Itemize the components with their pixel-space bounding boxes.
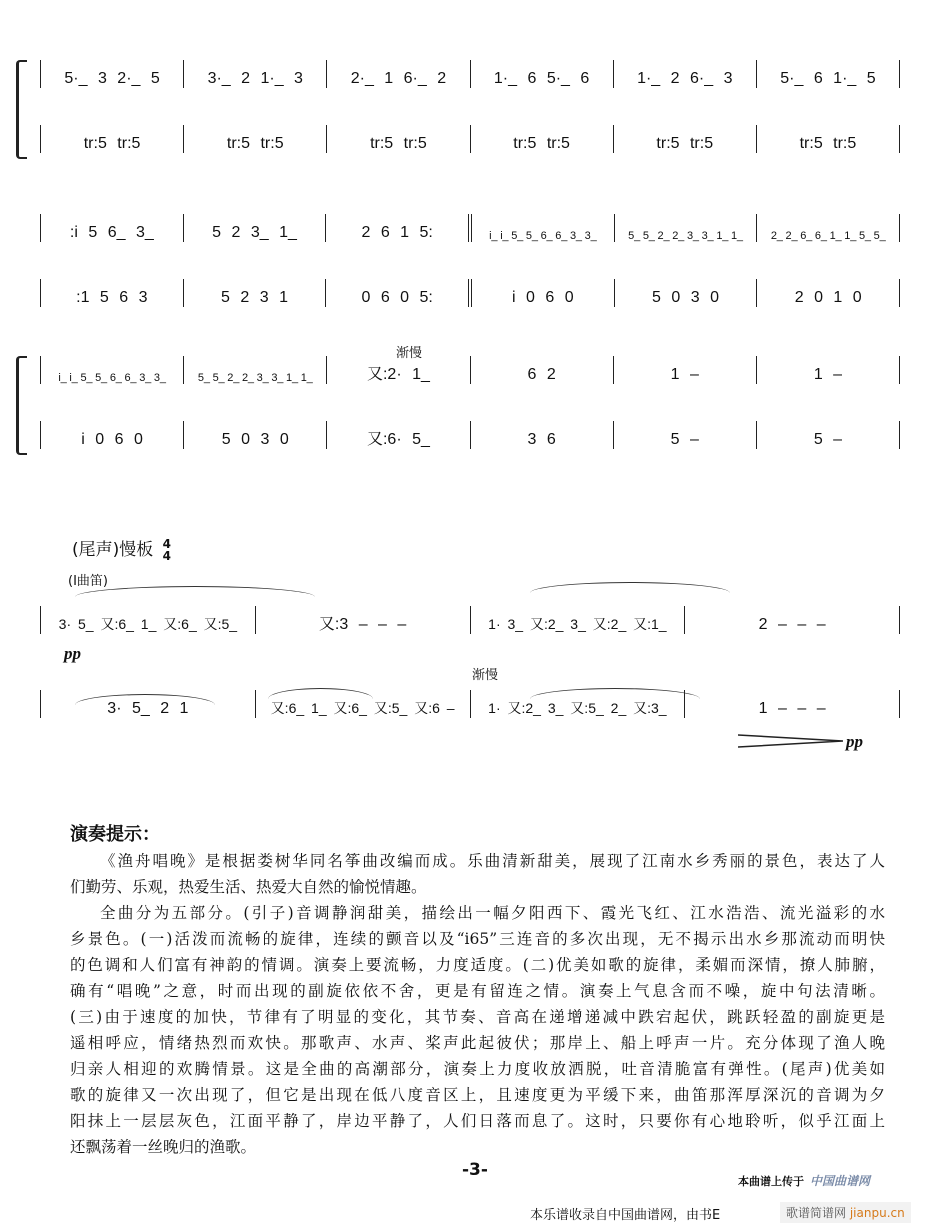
measure: tr:5 tr:5 xyxy=(40,125,184,153)
measure: tr:5 tr:5 xyxy=(184,125,327,153)
measure: 5 – xyxy=(614,421,757,449)
notes-line: 乡景色。(一)活泼而流畅的旋律，连续的颤音以及“i65”三连音的多次出现，无不揭示出水乡那流动而明快 xyxy=(70,930,885,948)
coda-tempo-label: (尾声)慢板 xyxy=(72,540,154,560)
measure: 5 0 3 0 xyxy=(184,421,327,449)
watermark-url[interactable]: jianpu.cn xyxy=(849,1206,905,1220)
system-bracket xyxy=(16,60,27,159)
measure: i_ i_ 5_ 5_ 6_ 6_ 3_ 3_ xyxy=(40,356,184,384)
staff-row xyxy=(40,421,900,449)
coda-title xyxy=(72,535,171,562)
measure: 3· 5_ 2 1 xyxy=(40,690,256,718)
measure: tr:5 tr:5 xyxy=(614,125,757,153)
dynamic-pianissimo: pp xyxy=(64,644,81,663)
system-bracket xyxy=(16,356,27,455)
measure: 又:6_ 1_ 又:6_ 又:5_ 又:6 – xyxy=(256,690,471,718)
measure: 1· 3_ 又:2_ 3_ 又:2_ 又:1_ xyxy=(471,606,686,634)
time-signature xyxy=(163,538,171,562)
staff-row xyxy=(40,214,900,242)
measure: 5·_ 3 2·_ 5 xyxy=(40,60,184,88)
notes-line: 确有“唱晚”之意，时而出现的副旋依依不舍，更是有留连之情。演奏上气息含而不噪，旋中句法清晰。 xyxy=(70,982,885,1000)
staff-row xyxy=(40,60,900,88)
notes-line: 阳抹上一层层灰色，江面平静了，岸边平静了，人们日落而息了。这时，只要你有心地聆听，似乎江面上 xyxy=(70,1112,885,1130)
notes-line: 歌的旋律又一次出现了，但它是出现在低八度音区上，且速度更为平缓下来，曲笛那浑厚深沉的音调为夕 xyxy=(70,1086,885,1104)
measure: 2 6 1 5: xyxy=(326,214,472,242)
measure: i_ i_ 5_ 5_ 6_ 6_ 3_ 3_ xyxy=(472,214,615,242)
notes-line: 《渔舟唱晚》是根据娄树华同名筝曲改编而成。乐曲清新甜美，展现了江南水乡秀丽的景色，表达了人 xyxy=(100,852,885,870)
measure: :i 5 6_ 3_ xyxy=(40,214,184,242)
staff-row xyxy=(40,606,900,634)
measure: 5·_ 6 1·_ 5 xyxy=(757,60,900,88)
notes-body xyxy=(70,848,885,1160)
measure: 2 – – – xyxy=(685,606,900,634)
measure: 又:2· 1_ xyxy=(327,356,470,384)
watermark-text: 歌谱简谱网 xyxy=(786,1206,847,1220)
measure: 3·_ 2 1·_ 3 xyxy=(184,60,327,88)
measure: 3 6 xyxy=(471,421,614,449)
measure: 1 – xyxy=(614,356,757,384)
notes-line: 的色调和人们富有神韵的情调。演奏上要流畅，力度适度。(二)优美如歌的旋律，柔媚而深情，撩人肺腑， xyxy=(70,956,885,974)
measure: 1·_ 6 5·_ 6 xyxy=(471,60,614,88)
upload-label: 本曲谱上传于 xyxy=(738,1175,804,1188)
measure: 5_ 5_ 2_ 2_ 3_ 3_ 1_ 1_ xyxy=(615,214,758,242)
upload-credit xyxy=(738,1172,870,1189)
measure: 6 2 xyxy=(471,356,614,384)
measure: 3· 5_ 又:6_ 1_ 又:6_ 又:5_ xyxy=(40,606,256,634)
dynamic-pianissimo: pp xyxy=(846,732,863,751)
notes-line: 遥相呼应，情绪热烈而欢快。那歌声、水声、桨声此起彼伏；那岸上、船上呼声一片。充分体现了渔人晚 xyxy=(70,1034,885,1052)
notes-heading: 演奏提示： xyxy=(70,824,160,845)
measure: 5_ 5_ 2_ 2_ 3_ 3_ 1_ 1_ xyxy=(184,356,327,384)
measure: 1·_ 2 6·_ 3 xyxy=(614,60,757,88)
staff-row xyxy=(40,279,900,307)
measure: 1 – xyxy=(757,356,900,384)
measure: 5 – xyxy=(757,421,900,449)
measure: 又:3 – – – xyxy=(256,606,471,634)
slur xyxy=(530,582,730,593)
measure: 2·_ 1 6·_ 2 xyxy=(327,60,470,88)
measure: 5 2 3 1 xyxy=(184,279,327,307)
notes-line: 全曲分为五部分。(引子)音调静润甜美，描绘出一幅夕阳西下、霞光飞红、江水浩浩、流光溢彩的水 xyxy=(100,904,885,922)
measure: 又:6· 5_ xyxy=(327,421,470,449)
source-note: 本乐谱收录自中国曲谱网，由书E xyxy=(530,1208,721,1223)
notes-line: 归亲人相迎的欢腾情景。这是全曲的高潮部分，演奏上力度收放洒脱，吐音清脆富有弹性。(尾声)优美如 xyxy=(70,1060,885,1078)
ritardando-marking: 渐慢 xyxy=(472,668,499,683)
measure: tr:5 tr:5 xyxy=(757,125,900,153)
notes-line: 还飘荡着一丝晚归的渔歌。 xyxy=(70,1138,257,1156)
watermark xyxy=(780,1202,911,1223)
site-logo: 中国曲谱网 xyxy=(810,1174,871,1188)
measure: 1 – – – xyxy=(685,690,900,718)
decrescendo-hairpin xyxy=(738,734,843,748)
performance-notes xyxy=(70,820,885,1160)
measure: 1· 又:2_ 3_ 又:5_ 2_ 又:3_ xyxy=(471,690,686,718)
measure: 2 0 1 0 xyxy=(757,279,900,307)
measure: :1 5 6 3 xyxy=(40,279,184,307)
measure: tr:5 tr:5 xyxy=(327,125,470,153)
instrument-label: (I曲笛) xyxy=(68,574,108,589)
measure: 5 2 3_ 1_ xyxy=(184,214,327,242)
time-sig-top: 4 xyxy=(162,537,172,551)
measure: 0 6 0 5: xyxy=(326,279,472,307)
measure: tr:5 tr:5 xyxy=(471,125,614,153)
staff-row xyxy=(40,125,900,153)
notes-line: 们勤劳、乐观，热爱生活、热爱大自然的愉悦情趣。 xyxy=(70,878,427,896)
measure: i 0 6 0 xyxy=(40,421,184,449)
measure: 2_ 2_ 6_ 6_ 1_ 1_ 5_ 5_ xyxy=(757,214,900,242)
staff-row xyxy=(40,356,900,384)
slur xyxy=(75,586,315,597)
time-sig-bottom: 4 xyxy=(162,549,172,563)
ritardando-marking: 渐慢 xyxy=(396,346,423,361)
measure: i 0 6 0 xyxy=(472,279,615,307)
measure: 5 0 3 0 xyxy=(615,279,758,307)
page-number: -3- xyxy=(462,1160,488,1180)
notes-line: (三)由于速度的加快，节律有了明显的变化，其节奏、音高在递增递减中跌宕起伏，跳跃轻盈的副旋更是 xyxy=(70,1008,885,1026)
